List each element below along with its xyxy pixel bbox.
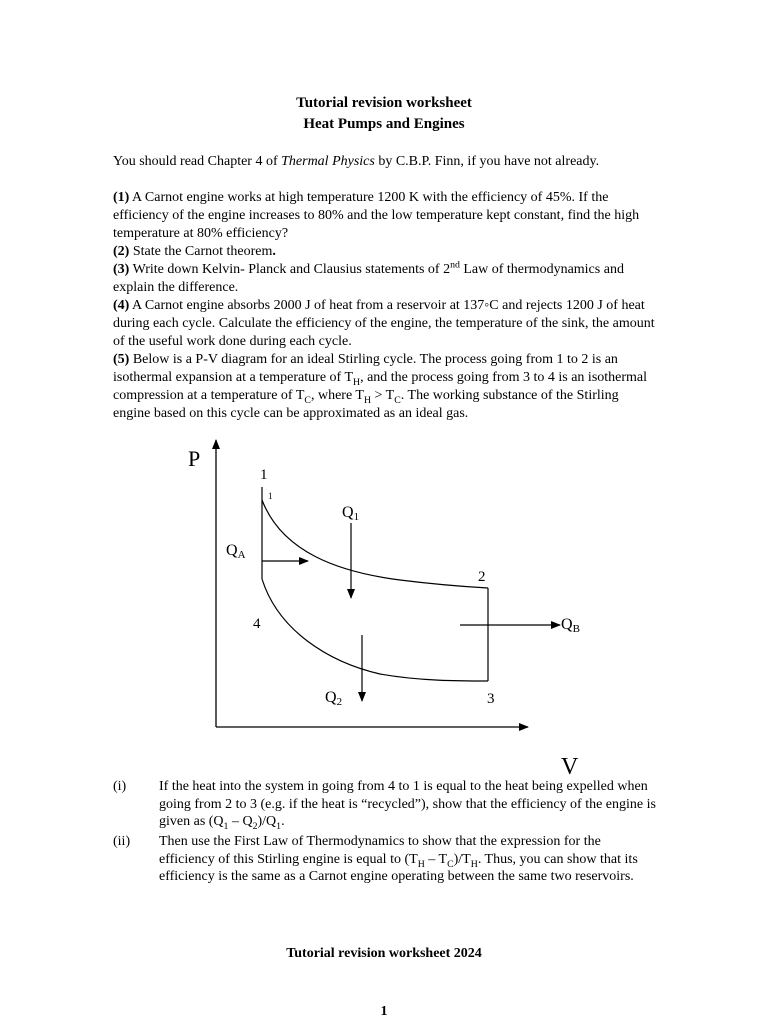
isotherm-hot-1-to-2 bbox=[262, 500, 488, 588]
qb-label: QB bbox=[561, 616, 580, 635]
point-2-label: 2 bbox=[478, 569, 486, 585]
question-4: (4) A Carnot engine absorbs 2000 J of heat from a reservoir at 137◦C and rejects 1200 J of heat during each cycle. Calculate the efficiency of the engine, the temperature of the sink, the amount of the useful work done during each cycle. bbox=[113, 298, 655, 349]
question-3: (3) Write down Kelvin- Planck and Clausius statements of 2nd Law of thermodynamics and explain the difference. bbox=[113, 259, 624, 295]
question-1: (1) A Carnot engine works at high temperature 1200 K with the efficiency of 45%. If the efficiency of the engine increases to 80% and the low temperature kept constant, find the high temperature at 80% efficiency? bbox=[113, 190, 640, 241]
subquestion-ii-text: Then use the First Law of Thermodynamics to show that the expression for the efficiency of this Stirling engine is equal to $(T_H - T_C)/T_H$. Thus, you can show that its efficiency is the same as a Carnot engine operating between the same two reservoirs. bbox=[159, 834, 638, 884]
point-3-label: 3 bbox=[487, 691, 495, 707]
subquestion-ii-number: (ii) bbox=[113, 834, 131, 849]
page-number: 1 bbox=[380, 1004, 388, 1019]
question-5: (5) Below is a P-V diagram for an ideal Stirling cycle. The process going from 1 to 2 is an isothermal expansion at a temperature of $T_H$, and the process going from 3 to 4 is an isothermal compression at a temperature of $T_C$, where $T_H > T_C$. The working substance of the Stirling engine based on this cycle can be approximated as an ideal gas. bbox=[113, 352, 648, 421]
reading-instruction: You should read Chapter 4 of Thermal Physics by C.B.P. Finn, if you have not already. bbox=[113, 154, 600, 169]
subquestion-i-number: (i) bbox=[113, 779, 127, 794]
v-axis-label: V bbox=[561, 754, 579, 780]
worksheet-title: Tutorial revision worksheet bbox=[296, 95, 472, 111]
subquestion-i-text: If the heat into the system in going from 4 to 1 is equal to the heat being expelled when going from 2 to 3 (e.g. if the heat is “recycled”), show that the efficiency of the engine is given as $(Q_1 - Q_2)/Q_1$. bbox=[159, 779, 656, 832]
footer-caption: Tutorial revision worksheet 2024 bbox=[286, 946, 482, 961]
p-axis-label: P bbox=[188, 446, 201, 471]
point-1-label: 1 bbox=[260, 467, 268, 483]
question-2: (2) State the Carnot theorem. bbox=[113, 244, 276, 259]
q1-label: Q1 bbox=[342, 504, 360, 523]
book-title: Thermal Physics bbox=[281, 154, 375, 169]
point-4-label: 4 bbox=[253, 616, 261, 632]
isotherm-cold-3-to-4 bbox=[262, 579, 488, 681]
qa-label: QA bbox=[226, 542, 246, 561]
worksheet-subtitle: Heat Pumps and Engines bbox=[303, 116, 465, 132]
point-1-small-label: 1 bbox=[268, 491, 273, 501]
q2-label: Q2 bbox=[325, 689, 343, 708]
